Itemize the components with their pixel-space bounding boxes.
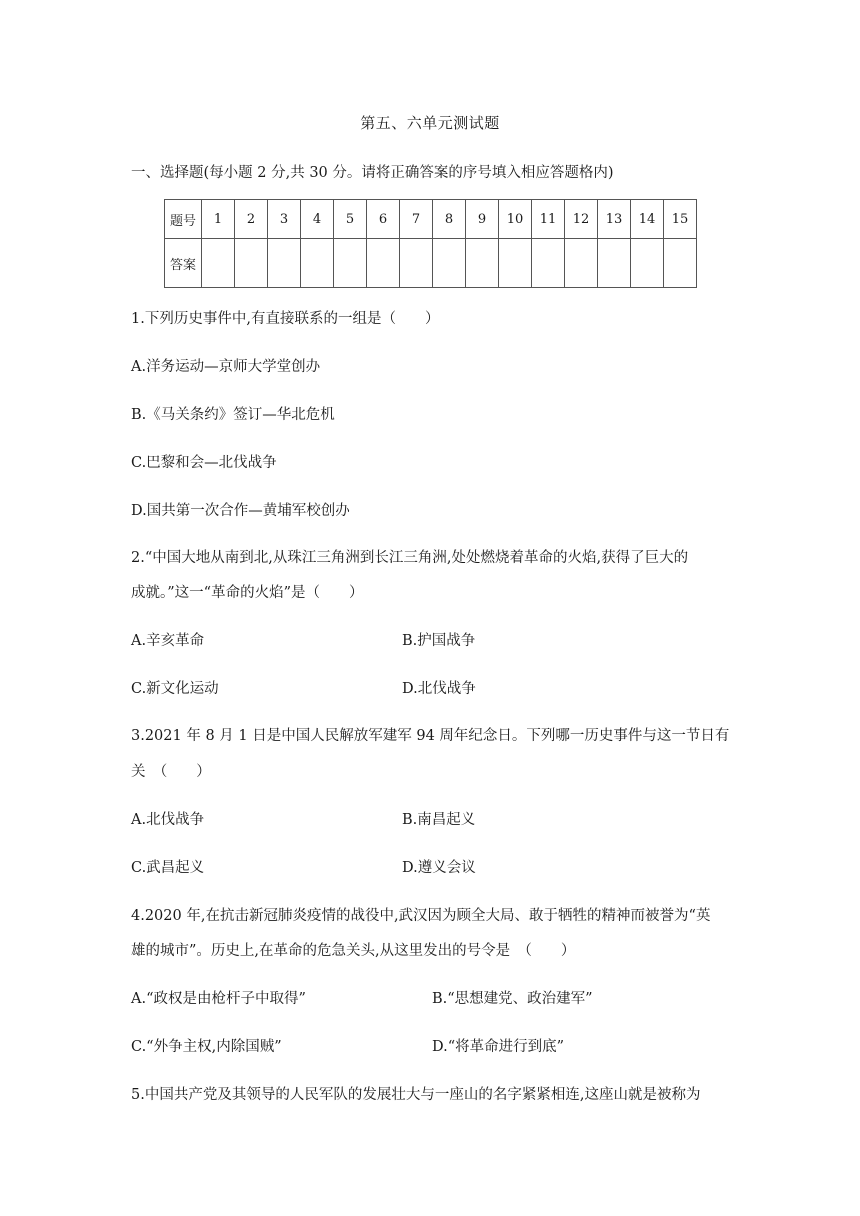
question-number-cell: 5 xyxy=(334,200,367,239)
answer-cell[interactable] xyxy=(334,239,367,288)
answer-cell[interactable] xyxy=(433,239,466,288)
answer-cell[interactable] xyxy=(202,239,235,288)
question-2-stem-line-2: 成就。”这一“革命的火焰”是（ ） xyxy=(131,585,364,601)
question-4-stem-line-1: 4.2020 年,在抗击新冠肺炎疫情的战役中,武汉因为顾全大局、敢于牺牲的精神而被誉为“英 xyxy=(131,908,711,924)
answer-cell[interactable] xyxy=(664,239,697,288)
answer-cell[interactable] xyxy=(301,239,334,288)
answer-cell[interactable] xyxy=(631,239,664,288)
question-5-stem-line-1: 5.中国共产党及其领导的人民军队的发展壮大与一座山的名字紧紧相连,这座山就是被称为 xyxy=(131,1087,701,1103)
question-3-option-d: D.遵义会议 xyxy=(402,860,476,876)
question-2-option-a: A.辛亥革命 xyxy=(131,633,205,649)
question-number-cell: 7 xyxy=(400,200,433,239)
question-number-cell: 4 xyxy=(301,200,334,239)
question-1-option-a: A.洋务运动—京师大学堂创办 xyxy=(131,359,321,375)
question-number-cell: 12 xyxy=(565,200,598,239)
question-2-option-d: D.北伐战争 xyxy=(402,681,476,697)
question-number-cell: 6 xyxy=(367,200,400,239)
answer-cell[interactable] xyxy=(235,239,268,288)
question-3-stem-line-2: 关 （ ） xyxy=(131,764,211,780)
answer-cell[interactable] xyxy=(367,239,400,288)
answer-cell[interactable] xyxy=(400,239,433,288)
answer-cell[interactable] xyxy=(268,239,301,288)
question-number-cell: 9 xyxy=(466,200,499,239)
question-2-stem-line-1: 2.“中国大地从南到北,从珠江三角洲到长江三角洲,处处燃烧着革命的火焰,获得了巨大的 xyxy=(131,550,689,566)
question-1-option-b: B.《马关条约》签订—华北危机 xyxy=(131,407,335,423)
answer-cell[interactable] xyxy=(532,239,565,288)
question-4-option-c: C.“外争主权,内除国贼” xyxy=(131,1039,282,1055)
question-1-option-c: C.巴黎和会—北伐战争 xyxy=(131,455,277,471)
row-label-answer: 答案 xyxy=(165,239,202,288)
section-heading: 一、选择题(每小题 2 分,共 30 分。请将正确答案的序号填入相应答题格内) xyxy=(131,165,614,181)
question-2-option-b: B.护国战争 xyxy=(402,633,476,649)
question-4-option-a: A.“政权是由枪杆子中取得” xyxy=(131,991,306,1007)
question-number-cell: 1 xyxy=(202,200,235,239)
question-number-cell: 2 xyxy=(235,200,268,239)
answer-cell[interactable] xyxy=(565,239,598,288)
question-4-stem-line-2: 雄的城市”。历史上,在革命的危急关头,从这里发出的号令是 （ ） xyxy=(131,943,576,959)
question-1-option-d: D.国共第一次合作—黄埔军校创办 xyxy=(131,503,350,519)
question-4-option-d: D.“将革命进行到底” xyxy=(432,1039,565,1055)
question-1-stem: 1.下列历史事件中,有直接联系的一组是（ ） xyxy=(131,311,440,327)
question-number-cell: 15 xyxy=(664,200,697,239)
question-number-cell: 3 xyxy=(268,200,301,239)
question-3-option-c: C.武昌起义 xyxy=(131,860,205,876)
question-4-option-b: B.“思想建党、政治建军” xyxy=(432,991,593,1007)
answer-grid-number-row xyxy=(165,200,697,239)
answer-cell[interactable] xyxy=(466,239,499,288)
question-number-cell: 11 xyxy=(532,200,565,239)
answer-grid-answer-row xyxy=(165,239,697,288)
question-number-cell: 8 xyxy=(433,200,466,239)
page-title: 第五、六单元测试题 xyxy=(360,114,500,132)
question-number-cell: 14 xyxy=(631,200,664,239)
row-label-number: 题号 xyxy=(165,200,202,239)
answer-cell[interactable] xyxy=(499,239,532,288)
question-3-option-a: A.北伐战争 xyxy=(131,812,205,828)
question-number-cell: 10 xyxy=(499,200,532,239)
answer-grid xyxy=(164,199,697,288)
question-number-cell: 13 xyxy=(598,200,631,239)
question-3-option-b: B.南昌起义 xyxy=(402,812,476,828)
answer-cell[interactable] xyxy=(598,239,631,288)
question-2-option-c: C.新文化运动 xyxy=(131,681,219,697)
question-3-stem-line-1: 3.2021 年 8 月 1 日是中国人民解放军建军 94 周年纪念日。下列哪一历史事件与这一节日有 xyxy=(131,728,730,744)
